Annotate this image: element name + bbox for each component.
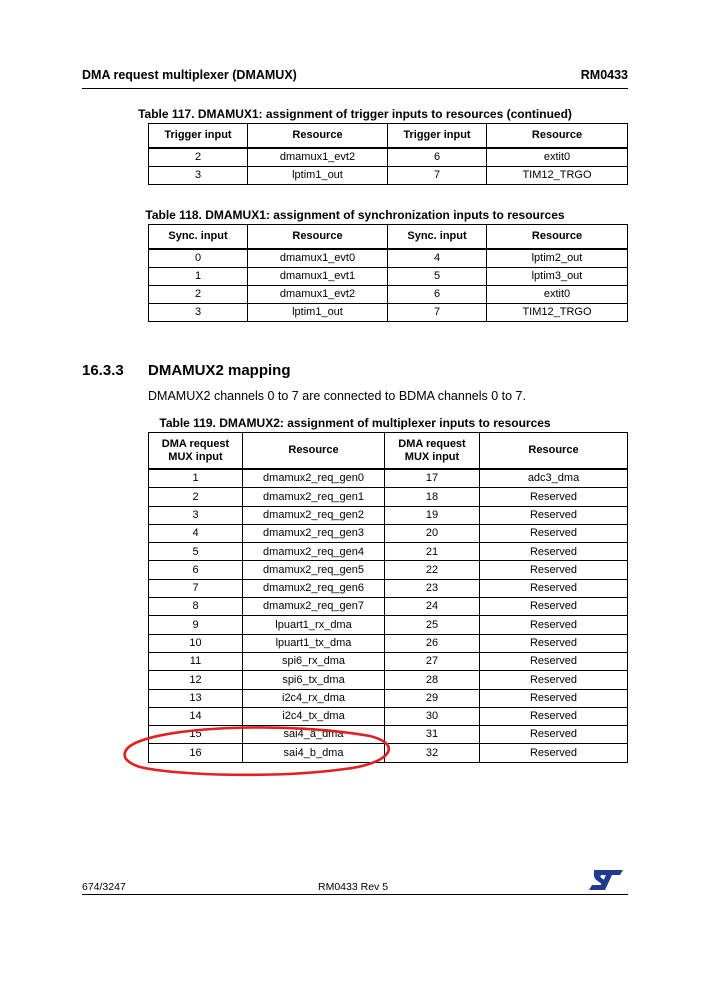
column-header: Sync. input bbox=[388, 225, 487, 250]
table-118 bbox=[148, 224, 628, 322]
table-cell: Reserved bbox=[480, 671, 628, 689]
table-cell: i2c4_rx_dma bbox=[243, 689, 385, 707]
table-row bbox=[149, 579, 628, 597]
table-cell: 17 bbox=[385, 469, 480, 488]
table-cell: 30 bbox=[385, 707, 480, 725]
footer-rule bbox=[82, 894, 628, 895]
table-cell: 4 bbox=[149, 524, 243, 542]
table-row bbox=[149, 286, 628, 304]
table-cell: 28 bbox=[385, 671, 480, 689]
table-row bbox=[149, 707, 628, 725]
table-cell: 14 bbox=[149, 707, 243, 725]
column-header: Resource bbox=[248, 124, 388, 149]
column-header-line: MUX input bbox=[168, 450, 223, 463]
table-cell: 32 bbox=[385, 744, 480, 762]
table-cell: TIM12_TRGO bbox=[487, 304, 628, 322]
footer-page-number: 674/3247 bbox=[82, 881, 126, 893]
header-rule bbox=[82, 88, 628, 89]
table-cell: Reserved bbox=[480, 524, 628, 542]
section-title: DMAMUX2 mapping bbox=[148, 362, 291, 379]
table-cell: lpuart1_tx_dma bbox=[243, 634, 385, 652]
table-cell: Reserved bbox=[480, 579, 628, 597]
table-cell: dmamux1_evt2 bbox=[248, 286, 388, 304]
table-cell: spi6_rx_dma bbox=[243, 652, 385, 670]
table-cell: 6 bbox=[149, 561, 243, 579]
table-cell: lptim1_out bbox=[248, 167, 388, 185]
table-row bbox=[149, 304, 628, 322]
table-118-caption: Table 118. DMAMUX1: assignment of synchronization inputs to resources bbox=[145, 208, 565, 222]
table-cell: 15 bbox=[149, 726, 243, 744]
header-section-title: DMA request multiplexer (DMAMUX) bbox=[82, 68, 297, 82]
table-cell: 6 bbox=[388, 286, 487, 304]
table-row bbox=[149, 616, 628, 634]
table-header-row bbox=[149, 225, 628, 250]
column-header-line: DMA request bbox=[161, 437, 230, 450]
table-cell: 23 bbox=[385, 579, 480, 597]
table-cell: lptim2_out bbox=[487, 249, 628, 268]
table-row bbox=[149, 726, 628, 744]
column-header: Resource bbox=[243, 433, 385, 470]
table-cell: 19 bbox=[385, 506, 480, 524]
table-cell: Reserved bbox=[480, 689, 628, 707]
table-row bbox=[149, 671, 628, 689]
table-cell: Reserved bbox=[480, 506, 628, 524]
table-row bbox=[149, 167, 628, 185]
table-119-caption: Table 119. DMAMUX2: assignment of multiplexer inputs to resources bbox=[159, 416, 551, 430]
table-cell: Reserved bbox=[480, 707, 628, 725]
table-cell: adc3_dma bbox=[480, 469, 628, 488]
table-cell: 25 bbox=[385, 616, 480, 634]
table-row bbox=[149, 634, 628, 652]
table-cell: Reserved bbox=[480, 543, 628, 561]
table-117-caption: Table 117. DMAMUX1: assignment of trigger inputs to resources (continued) bbox=[138, 107, 572, 121]
table-cell: sai4_b_dma bbox=[243, 744, 385, 762]
table-cell: 2 bbox=[149, 286, 248, 304]
table-cell: dmamux1_evt1 bbox=[248, 268, 388, 286]
table-cell: 6 bbox=[388, 148, 487, 167]
table-row bbox=[149, 598, 628, 616]
table-row bbox=[149, 506, 628, 524]
table-cell: 18 bbox=[385, 488, 480, 506]
table-cell: 7 bbox=[149, 579, 243, 597]
table-cell: 4 bbox=[388, 249, 487, 268]
table-cell: dmamux2_req_gen3 bbox=[243, 524, 385, 542]
table-cell: Reserved bbox=[480, 561, 628, 579]
column-header-line: DMA request bbox=[398, 437, 466, 450]
table-row bbox=[149, 148, 628, 167]
table-cell: dmamux2_req_gen5 bbox=[243, 561, 385, 579]
column-header: Trigger input bbox=[388, 124, 487, 149]
table-cell: lpuart1_rx_dma bbox=[243, 616, 385, 634]
table-cell: dmamux1_evt0 bbox=[248, 249, 388, 268]
column-header: Resource bbox=[487, 225, 628, 250]
section-body-text: DMAMUX2 channels 0 to 7 are connected to BDMA channels 0 to 7. bbox=[148, 389, 526, 403]
table-cell: 7 bbox=[388, 167, 487, 185]
table-cell: 1 bbox=[149, 469, 243, 488]
column-header bbox=[149, 433, 243, 470]
column-header: Sync. input bbox=[149, 225, 248, 250]
section-number: 16.3.3 bbox=[82, 362, 124, 379]
table-cell: 5 bbox=[388, 268, 487, 286]
column-header: Resource bbox=[480, 433, 628, 470]
column-header-line: MUX input bbox=[404, 450, 460, 463]
table-cell: lptim3_out bbox=[487, 268, 628, 286]
table-cell: 21 bbox=[385, 543, 480, 561]
table-cell: 26 bbox=[385, 634, 480, 652]
table-cell: 0 bbox=[149, 249, 248, 268]
table-cell: 3 bbox=[149, 304, 248, 322]
table-cell: 3 bbox=[149, 167, 248, 185]
table-row bbox=[149, 524, 628, 542]
table-row bbox=[149, 543, 628, 561]
column-header: Resource bbox=[487, 124, 628, 149]
table-cell: 2 bbox=[149, 148, 248, 167]
table-cell: 13 bbox=[149, 689, 243, 707]
column-header: Trigger input bbox=[149, 124, 248, 149]
table-cell: 16 bbox=[149, 744, 243, 762]
table-cell: 11 bbox=[149, 652, 243, 670]
table-cell: TIM12_TRGO bbox=[487, 167, 628, 185]
table-row bbox=[149, 744, 628, 762]
table-cell: 3 bbox=[149, 506, 243, 524]
table-cell: lptim1_out bbox=[248, 304, 388, 322]
table-119 bbox=[148, 432, 628, 763]
table-row bbox=[149, 652, 628, 670]
table-cell: dmamux2_req_gen2 bbox=[243, 506, 385, 524]
table-cell: dmamux1_evt2 bbox=[248, 148, 388, 167]
column-header bbox=[385, 433, 480, 470]
table-cell: Reserved bbox=[480, 726, 628, 744]
table-cell: 10 bbox=[149, 634, 243, 652]
table-cell: 5 bbox=[149, 543, 243, 561]
table-117 bbox=[148, 123, 628, 185]
table-cell: 31 bbox=[385, 726, 480, 744]
st-logo-icon bbox=[588, 868, 624, 892]
table-cell: dmamux2_req_gen4 bbox=[243, 543, 385, 561]
table-cell: 12 bbox=[149, 671, 243, 689]
header-doc-id: RM0433 bbox=[580, 68, 628, 82]
table-cell: 29 bbox=[385, 689, 480, 707]
table-row bbox=[149, 488, 628, 506]
table-cell: Reserved bbox=[480, 652, 628, 670]
table-cell: sai4_a_dma bbox=[243, 726, 385, 744]
column-header: Resource bbox=[248, 225, 388, 250]
table-cell: 7 bbox=[388, 304, 487, 322]
table-cell: 22 bbox=[385, 561, 480, 579]
table-cell: i2c4_tx_dma bbox=[243, 707, 385, 725]
table-cell: dmamux2_req_gen6 bbox=[243, 579, 385, 597]
table-cell: 2 bbox=[149, 488, 243, 506]
footer-doc-revision: RM0433 Rev 5 bbox=[318, 881, 389, 893]
table-row bbox=[149, 249, 628, 268]
table-cell: 27 bbox=[385, 652, 480, 670]
table-cell: dmamux2_req_gen7 bbox=[243, 598, 385, 616]
table-cell: dmamux2_req_gen0 bbox=[243, 469, 385, 488]
table-cell: Reserved bbox=[480, 616, 628, 634]
table-cell: 20 bbox=[385, 524, 480, 542]
table-cell: 9 bbox=[149, 616, 243, 634]
table-cell: Reserved bbox=[480, 598, 628, 616]
table-cell: Reserved bbox=[480, 634, 628, 652]
table-row bbox=[149, 469, 628, 488]
table-cell: spi6_tx_dma bbox=[243, 671, 385, 689]
table-cell: 8 bbox=[149, 598, 243, 616]
table-cell: extit0 bbox=[487, 286, 628, 304]
table-header-row bbox=[149, 124, 628, 149]
table-row bbox=[149, 561, 628, 579]
table-cell: 24 bbox=[385, 598, 480, 616]
table-cell: dmamux2_req_gen1 bbox=[243, 488, 385, 506]
table-header-row bbox=[149, 433, 628, 470]
table-cell: Reserved bbox=[480, 744, 628, 762]
table-row bbox=[149, 268, 628, 286]
table-row bbox=[149, 689, 628, 707]
table-cell: Reserved bbox=[480, 488, 628, 506]
table-cell: extit0 bbox=[487, 148, 628, 167]
table-cell: 1 bbox=[149, 268, 248, 286]
